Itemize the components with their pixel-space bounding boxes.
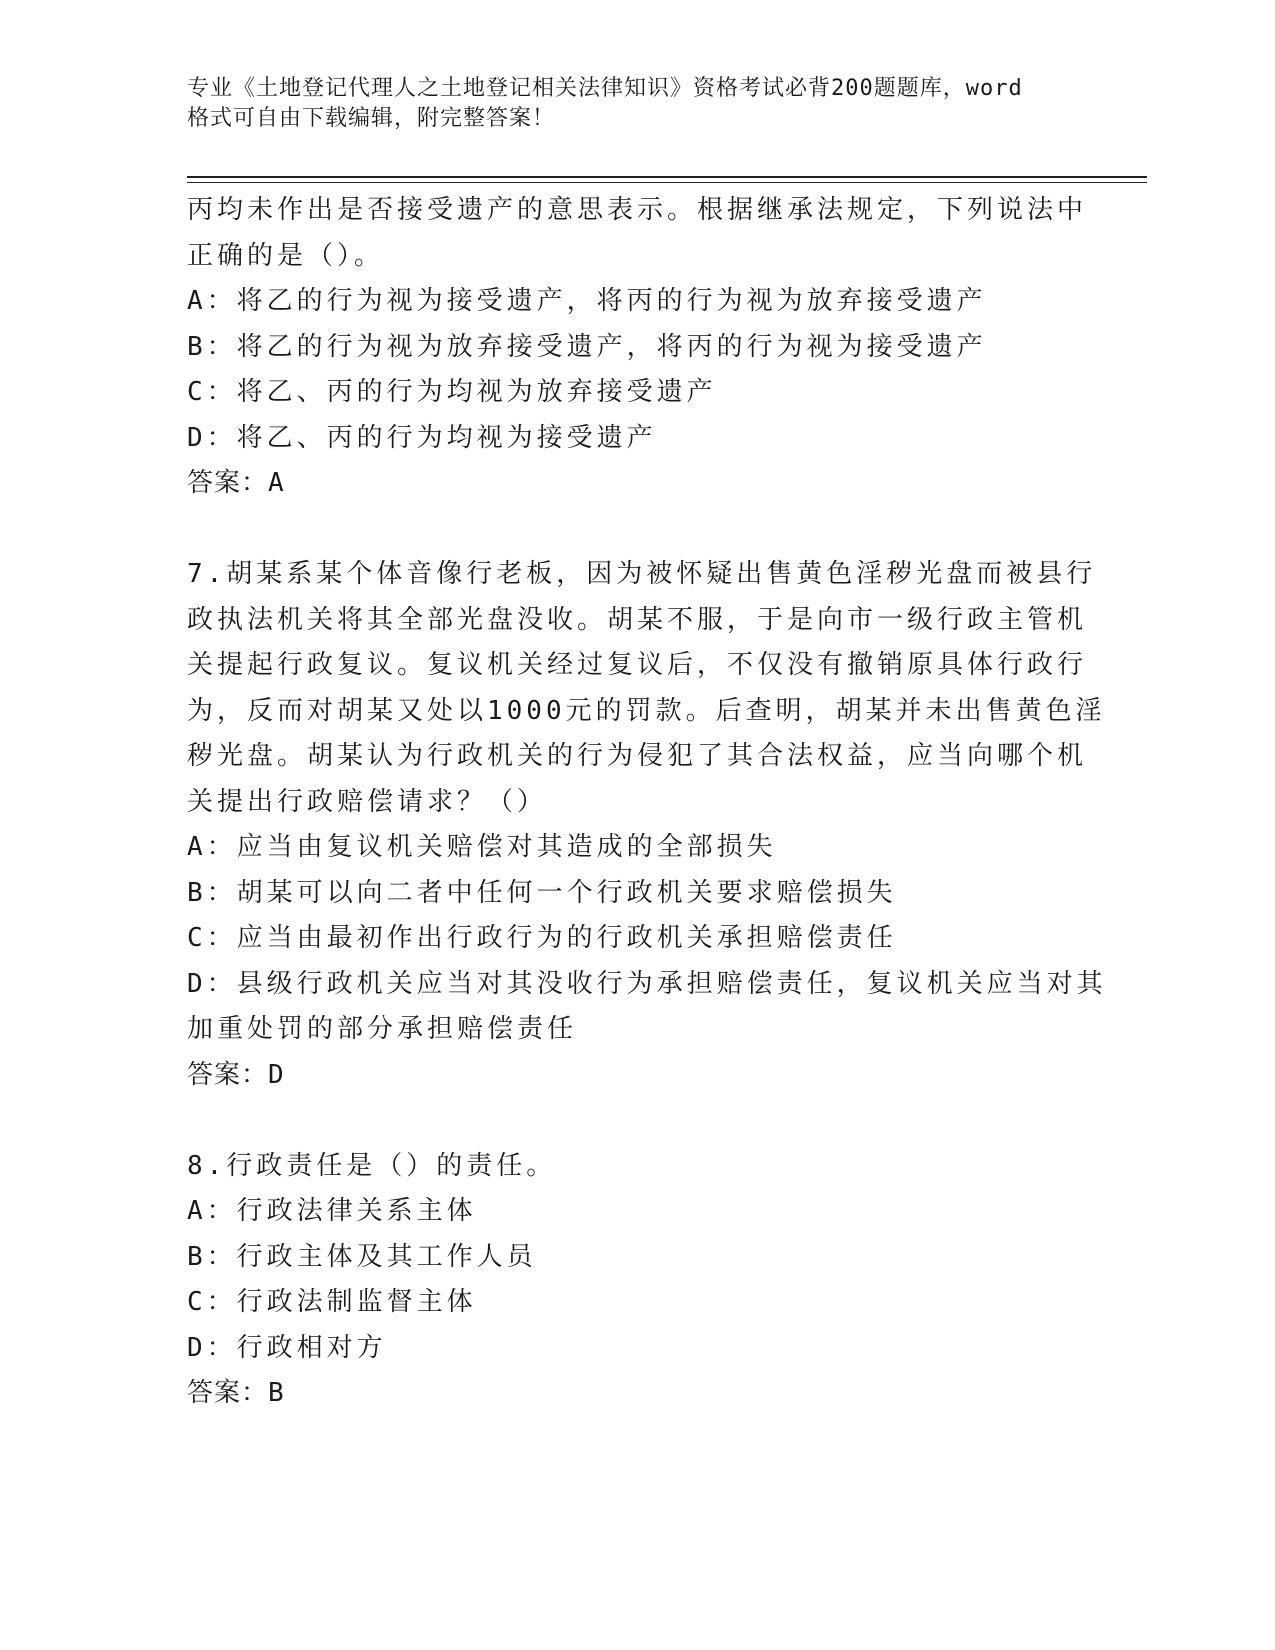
- header-rule-thick: [187, 176, 1147, 178]
- question-7: [187, 552, 1107, 1098]
- option-d: D：将乙、丙的行为均视为接受遗产: [187, 422, 657, 453]
- option-c: C：将乙、丙的行为均视为放弃接受遗产: [187, 377, 717, 407]
- question-stem-line: 正确的是（）。: [187, 240, 385, 271]
- option-d-continued: 加重处罚的部分承担赔偿责任: [187, 1014, 578, 1044]
- header-line-1: 专业《土地登记代理人之土地登记相关法律知识》资格考试必背200题题库，word: [187, 76, 1023, 101]
- option-a: A：行政法律关系主体: [187, 1196, 477, 1226]
- question-spacer: [187, 507, 1077, 553]
- question-stem-line: 8.行政责任是（）的责任。: [187, 1150, 557, 1181]
- option-c: C：行政法制监督主体: [187, 1287, 477, 1317]
- answer-line: 答案：A: [187, 468, 285, 498]
- question-stem-line: 秽光盘。胡某认为行政机关的行为侵犯了其合法权益，应当向哪个机: [187, 741, 1088, 771]
- question-stem-line: 关提起行政复议。复议机关经过复议后，不仅没有撤销原具体行政行: [187, 650, 1088, 680]
- question-6: [187, 188, 1088, 507]
- option-d: D：行政相对方: [187, 1332, 387, 1363]
- question-stem-line: 7.胡某系某个体音像行老板，因为被怀疑出售黄色淫秽光盘而被县行: [187, 559, 1097, 589]
- header-line-2: 格式可自由下载编辑，附完整答案！: [187, 106, 556, 131]
- question-stem-line: 为，反而对胡某又处以1000元的罚款。后查明，胡某并未出售黄色淫: [187, 695, 1106, 726]
- option-a: A：将乙的行为视为接受遗产，将丙的行为视为放弃接受遗产: [187, 286, 987, 316]
- answer-line: 答案：D: [187, 1059, 285, 1090]
- answer-line: 答案：B: [187, 1378, 285, 1408]
- option-a: A：应当由复议机关赔偿对其造成的全部损失: [187, 832, 777, 862]
- header-rule-thin: [187, 182, 1147, 183]
- question-stem-line: 丙均未作出是否接受遗产的意思表示。根据继承法规定，下列说法中: [187, 195, 1088, 225]
- option-b: B：行政主体及其工作人员: [187, 1241, 537, 1272]
- question-spacer: [187, 1098, 1077, 1144]
- option-c: C：应当由最初作出行政行为的行政机关承担赔偿责任: [187, 923, 897, 953]
- option-b: B：胡某可以向二者中任何一个行政机关要求赔偿损失: [187, 877, 897, 908]
- option-b: B：将乙的行为视为放弃接受遗产，将丙的行为视为接受遗产: [187, 331, 987, 362]
- question-stem-line: 关提出行政赔偿请求？（）: [187, 786, 548, 817]
- question-8: [187, 1144, 1077, 1417]
- document-body: [187, 188, 1107, 1417]
- document-header: [187, 74, 1087, 134]
- option-d: D：县级行政机关应当对其没收行为承担赔偿责任，复议机关应当对其: [187, 968, 1107, 999]
- question-stem-line: 政执法机关将其全部光盘没收。胡某不服，于是向市一级行政主管机: [187, 604, 1088, 635]
